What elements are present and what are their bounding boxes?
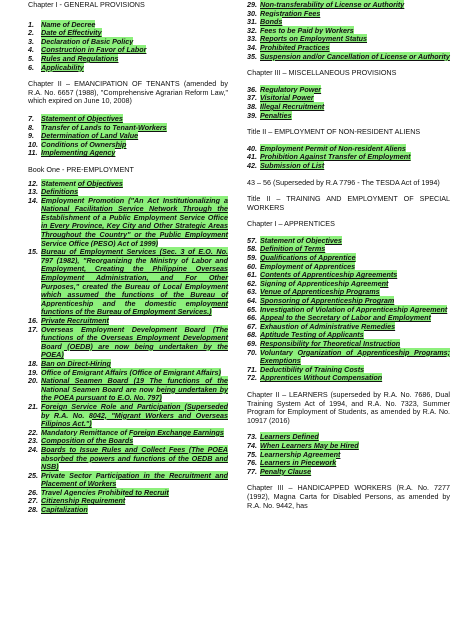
provision-title: Conditions of Ownership <box>41 139 127 149</box>
provision-number: 25. <box>28 470 38 480</box>
provision-number: 60. <box>247 261 257 271</box>
provision-item <box>28 403 228 429</box>
provision-title: Rules and Regulations <box>41 53 119 63</box>
provision-title: Foreign Service Role and Participation (Superseded by R.A. No. 8042, "Migrant Workers and Overseas Filipinos Act.") <box>41 401 228 429</box>
provision-item <box>28 248 228 317</box>
provision-number: 15. <box>28 247 38 257</box>
provision-title: Date of Effectivity <box>41 28 102 38</box>
provision-number: 61. <box>247 270 257 280</box>
provision-item <box>28 149 228 158</box>
provision-number: 28. <box>28 505 38 515</box>
provision-number: 67. <box>247 321 257 331</box>
section-heading: Chapter II – EMANCIPATION OF TENANTS (amended by R.A. No. 6657 (1988), "Comprehensive Agrarian Reform Law," which expired on June 10, 2008) <box>28 79 228 106</box>
provision-number: 30. <box>247 8 257 18</box>
provision-title: Statement of Objectives <box>41 178 123 188</box>
provision-title: Regulatory Power <box>260 84 322 94</box>
provision-title: Statement of Objectives <box>41 113 123 123</box>
provision-title: Appeal to the Secretary of Labor and Employment <box>260 313 431 323</box>
provision-list <box>247 86 450 120</box>
provision-item <box>28 197 228 249</box>
provision-number: 2. <box>28 28 34 38</box>
provision-title: When Learners May be Hired <box>260 440 359 450</box>
provision-title: Citizenship Requirement <box>41 496 126 506</box>
provision-number: 24. <box>28 444 38 454</box>
provision-number: 42. <box>247 160 257 170</box>
provision-number: 16. <box>28 316 38 325</box>
provision-title: Employment Permit of Non-resident Aliens <box>260 143 406 153</box>
section-heading: 43 – 56 (Superseded by R.A 7796 - The TESDA Act of 1994) <box>247 177 440 187</box>
provision-number: 23. <box>28 436 38 446</box>
provision-number: 31. <box>247 17 257 27</box>
section-heading: Chapter I - GENERAL PROVISIONS <box>28 0 145 9</box>
provision-number: 59. <box>247 253 257 263</box>
provision-list <box>247 1 450 61</box>
provision-number: 37. <box>247 93 257 103</box>
provision-title: Name of Decree <box>41 19 96 29</box>
provision-title: Sponsoring of Apprenticeship Program <box>260 296 395 306</box>
provision-title: Boards to Issue Rules and Collect Fees (The POEA absorbed the powers and functions of the OEDB and NSB) <box>41 444 228 472</box>
provision-title: Deductibility of Training Costs <box>260 364 365 374</box>
provision-title: Responsibility for Theoretical Instruction <box>260 339 401 348</box>
provision-number: 17. <box>28 324 38 334</box>
provision-number: 32. <box>247 25 257 35</box>
provision-title: Suspension and/or Cancellation of License or Authority <box>260 51 450 61</box>
provision-number: 39. <box>247 110 257 120</box>
provision-number: 77. <box>247 466 257 476</box>
provision-number: 7. <box>28 113 34 123</box>
provision-title: Learners in Piecework <box>260 458 337 468</box>
section-heading: Chapter III – MISCELLANEOUS PROVISIONS <box>247 68 397 78</box>
provision-title: Penalty Clause <box>260 466 312 476</box>
provision-number: 9. <box>28 131 34 141</box>
provision-item <box>28 472 228 489</box>
provision-title: Travel Agencies Prohibited to Recruit <box>41 487 169 497</box>
provision-number: 65. <box>247 304 257 314</box>
provision-number: 68. <box>247 330 257 340</box>
provision-number: 73. <box>247 432 257 442</box>
provision-title: Employment of Apprentices <box>260 261 356 271</box>
section-heading: Title II – EMPLOYMENT OF NON-RESIDENT ALIENS <box>247 127 421 137</box>
provision-title: Fees to be Paid by Workers <box>260 25 354 35</box>
provision-title: Investigation of Violation of Apprenticeship Agreement <box>260 304 448 314</box>
section-heading: Chapter I – APPRENTICES <box>247 219 335 229</box>
provision-list <box>247 237 450 383</box>
provision-list <box>247 145 450 171</box>
provision-number: 26. <box>28 487 38 497</box>
provision-title: Private Recruitment <box>41 316 109 325</box>
provision-number: 14. <box>28 195 38 205</box>
provision-number: 70. <box>247 347 257 357</box>
provision-title: Learners Defined <box>260 432 319 442</box>
provision-number: 27. <box>28 496 38 506</box>
provision-number: 75. <box>247 449 257 459</box>
provision-title: Construction in Favor of Labor <box>41 45 147 55</box>
provision-item <box>247 349 450 366</box>
provision-number: 41. <box>247 152 257 162</box>
provision-item <box>247 374 450 383</box>
provision-number: 13. <box>28 187 38 197</box>
provision-number: 40. <box>247 143 257 153</box>
provision-number: 57. <box>247 235 257 245</box>
provision-number: 71. <box>247 364 257 374</box>
provision-title: Declaration of Basic Policy <box>41 36 134 46</box>
provision-title: Registration Fees <box>260 8 321 18</box>
provision-title: Submission of List <box>260 160 325 170</box>
provision-number: 35. <box>247 51 257 61</box>
provision-item <box>247 162 450 171</box>
provision-title: Prohibited Practices <box>260 42 330 52</box>
provision-title: Prohibition Against Transfer of Employment <box>260 152 411 162</box>
provision-number: 11. <box>28 148 38 158</box>
provision-number: 10. <box>28 139 38 149</box>
provision-title: Illegal Recruitment <box>260 101 325 111</box>
provision-number: 74. <box>247 440 257 450</box>
provision-title: Applicability <box>41 62 84 72</box>
provision-number: 76. <box>247 458 257 468</box>
provision-number: 5. <box>28 53 34 63</box>
provision-number: 6. <box>28 62 34 72</box>
provision-item <box>247 468 450 477</box>
provision-list <box>247 433 450 476</box>
provision-item <box>247 112 450 121</box>
provision-number: 18. <box>28 358 38 368</box>
provision-title: Mandatory Remittance of Foreign Exchange Earnings <box>41 427 224 437</box>
provision-title: Bureau of Employment Services (Sec. 3 of E.O. No. 797 (1982), "Reorganizing the Ministry of Labor and Employment, Creating the Philippine Overseas Employment Administration, and For Other Purposes," created the Bureau of Local Employment which assumed the functions of the Bureau of Apprenticeship and the domestic employment functions of the Bureau of Employment Services.) <box>41 247 228 317</box>
provision-title: Employment Promotion ("An Act Institutionalizing a National Facilitation Service Network Through the Establishment of a Public Employment Service Office in Every Province, Key City and Other Strategic Areas Throughout the Country" or the Public Employment Service Office (PESO) Act of 1999) <box>41 195 228 248</box>
provision-title: Visitorial Power <box>260 93 314 103</box>
provision-number: 29. <box>247 0 257 9</box>
provision-title: Venue of Apprenticeship Programs <box>260 287 380 297</box>
provision-number: 36. <box>247 84 257 94</box>
provision-list <box>28 115 228 158</box>
provision-title: Learnership Agreement <box>260 449 341 459</box>
provision-title: Contents of Apprenticeship Agreements <box>260 270 398 280</box>
provision-number: 8. <box>28 122 34 132</box>
provision-number: 21. <box>28 401 38 411</box>
provision-title: Definitions <box>41 187 79 197</box>
section-heading: Title II – TRAINING AND EMPLOYMENT OF SPECIAL WORKERS <box>247 194 450 212</box>
provision-title: Definition of Terms <box>260 244 326 254</box>
provision-number: 1. <box>28 19 34 29</box>
provision-title: Bonds <box>260 17 283 27</box>
provision-number: 34. <box>247 42 257 52</box>
provision-title: Non-transferability of License or Authority <box>260 0 405 9</box>
provision-item <box>28 446 228 472</box>
provision-number: 38. <box>247 101 257 111</box>
provision-title: Office of Emigrant Affairs (Office of Emigrant Affairs) <box>41 367 221 377</box>
provision-title: Ban on Direct-Hiring <box>41 358 111 368</box>
provision-title: Implementing Agency <box>41 148 116 158</box>
provision-number: 12. <box>28 178 38 188</box>
provision-list <box>28 180 228 515</box>
provision-title: Aptitude Testing of Applicants <box>260 330 364 340</box>
provision-number: 20. <box>28 376 38 386</box>
provision-title: Capitalization <box>41 505 88 515</box>
left-column <box>28 0 228 515</box>
provision-list <box>28 21 228 73</box>
provision-title: Penalties <box>260 110 292 120</box>
provision-number: 22. <box>28 427 38 437</box>
provision-number: 58. <box>247 244 257 254</box>
provision-title: Voluntary Organization of Apprenticeship Programs; Exemptions <box>260 347 450 366</box>
provision-title: Apprentices Without Compensation <box>260 373 383 383</box>
provision-item <box>28 506 228 515</box>
provision-item <box>28 326 228 360</box>
provision-title: Composition of the Boards <box>41 436 134 446</box>
provision-title: Qualifications of Apprentice <box>260 253 356 263</box>
right-column <box>247 0 450 510</box>
section-heading: Chapter III – HANDICAPPED WORKERS (R.A. No. 7277 (1992), Magna Carta for Disabled Persons, as amended by R.A. No. 9442, has <box>247 483 450 510</box>
section-heading: Book One - PRE-EMPLOYMENT <box>28 164 134 174</box>
provision-number: 62. <box>247 278 257 288</box>
provision-title: Determination of Land Value <box>41 131 139 141</box>
provision-number: 64. <box>247 296 257 306</box>
provision-item <box>247 53 450 62</box>
provision-item <box>28 377 228 403</box>
provision-number: 63. <box>247 287 257 297</box>
provision-title: Transfer of Lands to Tenant-Workers <box>41 122 167 132</box>
provision-number: 72. <box>247 373 257 383</box>
provision-number: 19. <box>28 367 38 377</box>
provision-item <box>28 64 228 73</box>
provision-title: Signing of Apprenticeship Agreement <box>260 278 389 288</box>
provision-number: 33. <box>247 34 257 44</box>
provision-title: Statement of Objectives <box>260 235 342 245</box>
provision-title: Private Sector Participation in the Recruitment and Placement of Workers <box>41 470 228 489</box>
provision-title: Exhaustion of Administrative Remedies <box>260 321 396 331</box>
provision-title: Overseas Employment Development Board (The functions of the Overseas Employment Development Board (OEDB) are now being undertaken by the POEA) <box>41 324 228 360</box>
provision-title: Reports on Employment Status <box>260 34 368 44</box>
provision-number: 66. <box>247 313 257 323</box>
provision-number: 3. <box>28 36 34 46</box>
section-heading: Chapter II – LEARNERS (superseded by R.A. No. 7686, Dual Training System Act of 1994, and R.A. No. 7323, Summer Program for Employment of Students, as amended by R.A. No. 10917 (2016) <box>247 389 450 425</box>
provision-number: 4. <box>28 45 34 55</box>
provision-number: 69. <box>247 339 257 348</box>
provision-title: National Seamen Board (19 The functions of the National Seamen Board are now being undertaken by the POEA pursuant to E.O. No. 797) <box>41 376 228 403</box>
